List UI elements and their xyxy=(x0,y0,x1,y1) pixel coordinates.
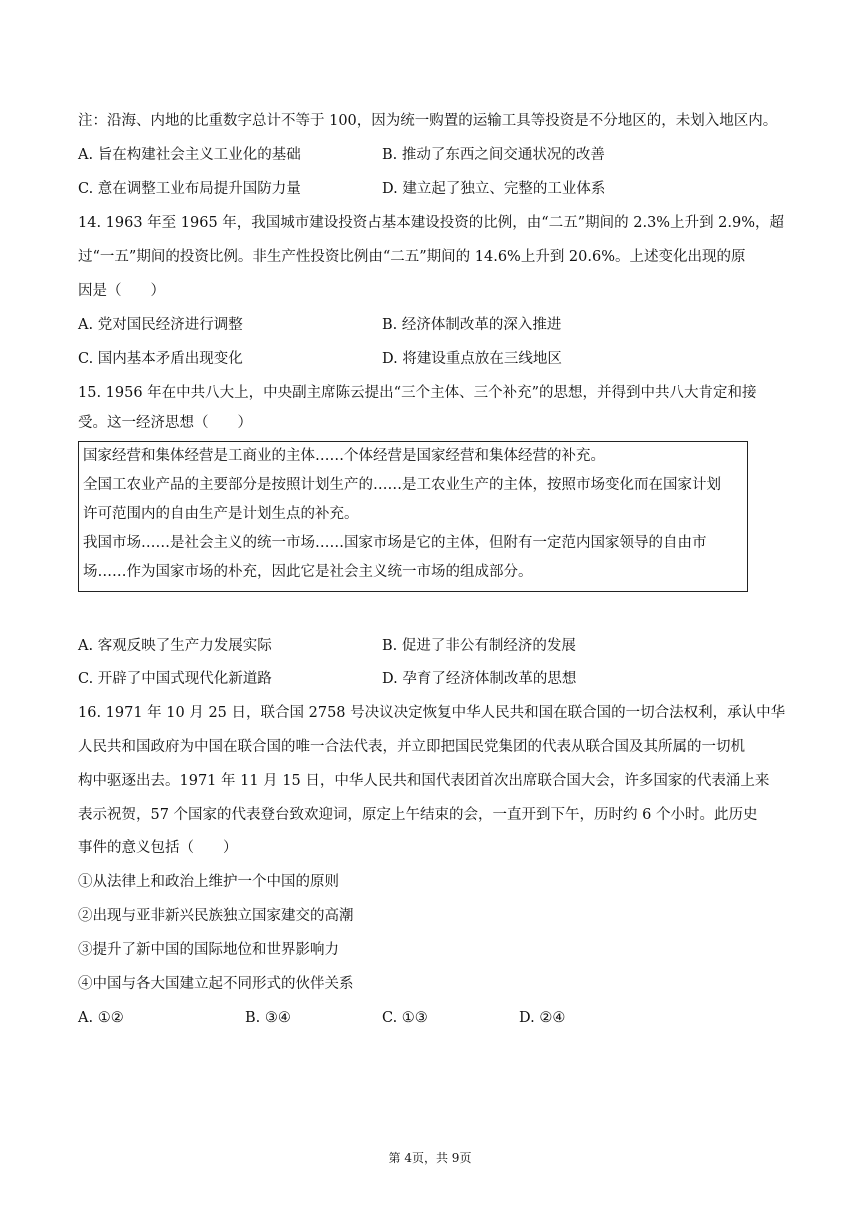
material-line-4: 我国市场……是社会主义的统一市场……国家市场是它的主体，但附有一定范内国家领导的自由市 xyxy=(83,535,707,551)
q15-option-c[interactable]: C. 开辟了中国式现代化新道路 xyxy=(78,671,272,687)
material-line-5: 场……作为国家市场的朴充，因此它是社会主义统一市场的组成部分。 xyxy=(83,564,533,580)
material-line-1: 国家经营和集体经营是工商业的主体……个体经营是国家经营和集体经营的补充。 xyxy=(83,448,605,464)
q13-option-a[interactable]: A. 旨在构建社会主义工业化的基础 xyxy=(78,147,301,163)
q16-stem-line-4: 表示祝贺，57 个国家的代表登台致欢迎词，原定上午结束的会，一直开到下午，历时约 6 个小时。此历史 xyxy=(78,807,758,823)
q16-item-2: ②出现与亚非新兴民族独立国家建交的高潮 xyxy=(78,908,354,924)
q15-material-box xyxy=(78,441,748,592)
q16-option-b[interactable]: B. ③④ xyxy=(245,1010,291,1026)
table-note: 注：沿海、内地的比重数字总计不等于 100，因为统一购置的运输工具等投资是不分地区的，未划入地区内。 xyxy=(78,113,778,129)
q16-item-3: ③提升了新中国的国际地位和世界影响力 xyxy=(78,942,339,958)
page-footer: 第 4页，共 9页 xyxy=(388,1151,472,1165)
q13-option-b[interactable]: B. 推动了东西之间交通状况的改善 xyxy=(382,147,605,163)
q14-option-d[interactable]: D. 将建设重点放在三线地区 xyxy=(382,351,562,367)
q15-option-b[interactable]: B. 促进了非公有制经济的发展 xyxy=(382,638,576,654)
q15-option-d[interactable]: D. 孕育了经济体制改革的思想 xyxy=(382,671,577,687)
q16-stem-line-3: 构中驱逐出去。1971 年 11 月 15 日，中华人民共和国代表团首次出席联合国大会，许多国家的代表涌上来 xyxy=(78,773,770,789)
q13-option-d[interactable]: D. 建立起了独立、完整的工业体系 xyxy=(382,181,606,197)
material-line-3: 许可范围内的自由生产是计划生点的补充。 xyxy=(83,506,359,522)
q15-stem-line-2: 受。这一经济思想（ ） xyxy=(78,415,252,431)
q14-option-c[interactable]: C. 国内基本矛盾出现变化 xyxy=(78,351,243,367)
q14-stem-line-1: 14. 1963 年至 1965 年，我国城市建设投资占基本建设投资的比例，由“二五”期间的 2.3%上升到 2.9%，超 xyxy=(78,215,785,231)
q16-item-4: ④中国与各大国建立起不同形式的伙伴关系 xyxy=(78,976,354,992)
q14-stem-line-3: 因是（ ） xyxy=(78,283,165,299)
q16-option-a[interactable]: A. ①② xyxy=(78,1010,124,1026)
q16-item-1: ①从法律上和政治上维护一个中国的原则 xyxy=(78,874,339,890)
q16-option-d[interactable]: D. ②④ xyxy=(519,1010,566,1026)
q16-stem-line-5: 事件的意义包括（ ） xyxy=(78,840,238,856)
q14-option-b[interactable]: B. 经济体制改革的深入推进 xyxy=(382,317,562,333)
q15-stem-line-1: 15. 1956 年在中共八大上，中央副主席陈云提出“三个主体、三个补充”的思想，并得到中共八大肯定和接 xyxy=(78,385,757,401)
q15-option-a[interactable]: A. 客观反映了生产力发展实际 xyxy=(78,638,272,654)
q13-option-c[interactable]: C. 意在调整工业布局提升国防力量 xyxy=(78,181,301,197)
q16-stem-line-2: 人民共和国政府为中国在联合国的唯一合法代表，并立即把国民党集团的代表从联合国及其所属的一切机 xyxy=(78,739,745,755)
q16-option-c[interactable]: C. ①③ xyxy=(382,1010,428,1026)
q16-stem-line-1: 16. 1971 年 10 月 25 日，联合国 2758 号决议决定恢复中华人民共和国在联合国的一切合法权利，承认中华 xyxy=(78,705,786,721)
q14-option-a[interactable]: A. 党对国民经济进行调整 xyxy=(78,317,243,333)
material-line-2: 全国工农业产品的主要部分是按照计划生产的……是工农业生产的主体，按照市场变化而在国家计划 xyxy=(83,477,721,493)
q14-stem-line-2: 过“一五”期间的投资比例。非生产性投资比例由“二五”期间的 14.6%上升到 20.6%。上述变化出现的原 xyxy=(78,249,746,265)
